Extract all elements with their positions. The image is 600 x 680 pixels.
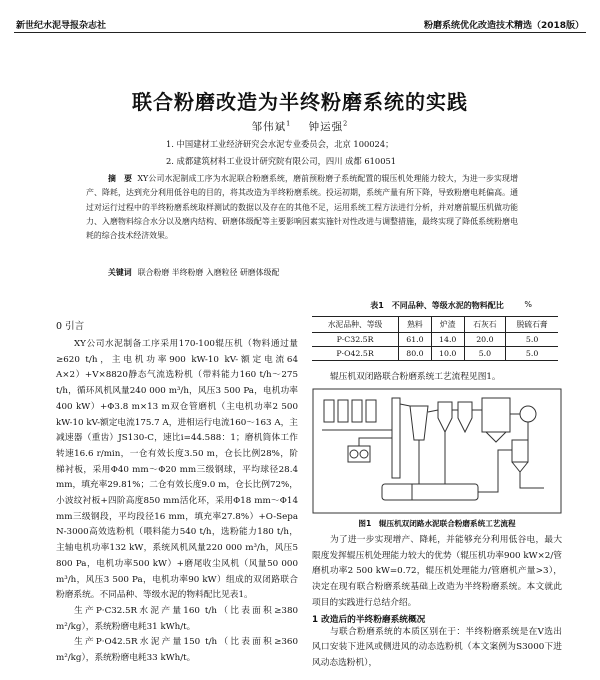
- v-separator: [410, 406, 428, 440]
- duct: [428, 410, 438, 412]
- keywords-text: 联合粉磨 半终粉磨 入磨粒径 研磨体级配: [137, 268, 280, 277]
- table-row: [312, 347, 558, 361]
- retrofit-motivation-paragraph: 为了进一步实现增产、降耗，并能够充分利用低谷电，最大限度发挥辊压机处理能力较大的优势（辊压机功率900 kW×2/管磨机功率2 500 kW=0.72，辊压机处理能力/管磨机产量>3），决定在现有联合粉磨系统基础上改造为半终粉磨系统。本文就此项目的实践进行总结介绍。: [312, 535, 562, 608]
- roller-press-roll: [360, 450, 368, 458]
- table-1-unit: %: [524, 300, 532, 309]
- journal-name: 新世纪水泥导报杂志社: [16, 21, 107, 31]
- author-2: 钟运强: [308, 121, 344, 133]
- roller-press: [348, 446, 370, 462]
- table-cell: 80.0: [399, 347, 432, 361]
- table-cell: 14.0: [431, 333, 464, 347]
- feed-bin: [366, 400, 376, 422]
- section-0-heading: 0 引言: [56, 321, 85, 332]
- intro-paragraph: XY公司水泥制备工序采用170-100辊压机（物料通过量≥620 t/h，主电机功率900 kW-10 kV-额定电流64 A×2）+V×8820静态气流选粉机（带料能力160 t/h～275 t/h，循环风机风量240 000 m³/h，风压3 500 Pa，电机功率400 kW）+Φ3.8 m×13 m双仓管磨机（主电机功率2 500 kW-10 kV-额定电流175.7 A，进相运行电流160～163 A，主减速器（重齿）JS130-C，速比i=44.588：1；磨机筒体工作转速16.6 r/min，一仓有效长度3.50 m，仓长比例28%，阶梯衬板，采用Φ40 mm～Φ20 mm三级钢球，平均球径28.4 mm，填充率29.81%；二仓有效长度9.0 m，仓长比例72%，小波纹衬板+四阶高度850 mm活化环，采用Φ18 mm～Φ14 mm三级钢段，平均段径16 mm，填充率27.8%）+O-Sepa N-3000高效选粉机（喂料能力540 t/h，选粉能力180 t/h，主轴电机功率132 kW，系统风机风量220 000 m³/h，风压5 800 Pa，电机功率500 kW）+磨尾收尘风机（风量50 000 m³/h，风压3 500 Pa，电机功率90 kW）组成的双闭路联合粉磨系统。不同品种、等级水泥的物料配比见表1。: [56, 339, 298, 601]
- system-fan: [520, 406, 536, 422]
- figure-reference: 辊压机双闭路联合粉磨系统工艺流程见图1。: [330, 372, 501, 382]
- table-cell: 61.0: [399, 333, 432, 347]
- table-row: [312, 333, 558, 347]
- process-flow-diagram: [312, 388, 562, 514]
- author-line: [0, 119, 600, 134]
- table-header-cell: 石灰石: [464, 317, 506, 333]
- duct: [359, 438, 392, 446]
- o-sepa-separator: [512, 440, 528, 462]
- table-cell: 5.0: [506, 347, 558, 361]
- abstract: [86, 172, 518, 243]
- author-2-affiliation-mark: 2: [343, 119, 349, 128]
- table-header-row: [312, 317, 558, 333]
- keywords-label: 关键词: [108, 268, 132, 277]
- section-1-heading: 1 改造后的半终粉磨系统概况: [312, 614, 426, 625]
- cyclone: [438, 402, 452, 432]
- o-sepa-hopper: [512, 462, 528, 472]
- table-header-cell: 炉渣: [431, 317, 464, 333]
- abstract-text: XY公司水泥制成工序为水泥联合粉磨系统，磨前预粉磨子系统配置的辊压机处理能力较大，为进一步实现增产、降耗，达到充分利用低谷电的目的，将其改造为半终粉磨系统。投运初期，系统产量有所下降，导致粉磨电耗偏高。通过对运行过程中的半终粉磨系统取样测试的数据以及存在的其他不足，运用系统工程方法进行分析，并对磨前辊压机做功能力、入磨物料综合水分以及磨内结构、研磨体级配等主要影响因素实施针对性改进与调整措施，最终实现了降低系统粉磨电耗的综合技术经济效果。: [86, 174, 518, 241]
- table-header-cell: 水泥品种、等级: [312, 317, 399, 333]
- duct: [520, 472, 544, 488]
- author-1: 邹伟斌: [251, 121, 287, 133]
- material-ratio-table: [312, 316, 558, 361]
- table-cell: P·C32.5R: [312, 333, 399, 347]
- left-column: [56, 318, 298, 667]
- table-1-caption-text: 表1 不同品种、等级水泥的物料配比: [370, 301, 504, 310]
- feed-bin: [324, 400, 334, 422]
- table-cell: 20.0: [464, 333, 506, 347]
- abstract-label: 摘 要: [108, 174, 133, 183]
- duct: [400, 404, 410, 406]
- system-overview-paragraph: 与联合粉磨系统的本质区别在于：半终粉磨系统是在V选出风口安装下进风或侧进风的动态选粉机（本文案例为S3000下进风动态选粉机），: [312, 626, 562, 668]
- table-1-caption: [312, 300, 562, 311]
- duct: [478, 450, 512, 492]
- feed-bin: [338, 400, 348, 422]
- figure-1-caption: 图1 辊压机双闭路水泥联合粉磨系统工艺流程: [358, 519, 516, 528]
- cyclone: [458, 402, 472, 432]
- bag-filter: [482, 398, 510, 432]
- table-cell: 5.0: [464, 347, 506, 361]
- author-1-affiliation-mark: 1: [286, 119, 292, 128]
- roller-press-roll: [350, 450, 358, 458]
- feed-bin: [352, 400, 362, 422]
- process-flow-figure: [312, 388, 562, 514]
- bucket-elevator: [392, 398, 400, 478]
- table-header-cell: 熟料: [399, 317, 432, 333]
- keywords: [108, 267, 528, 278]
- po425-output-paragraph: 生产P·O42.5R水泥产量150 t/h（比表面积≥360 m²/kg），系统粉磨电耗33 kWh/t。: [56, 637, 298, 664]
- table-cell: P·O42.5R: [312, 347, 399, 361]
- ball-mill: [382, 484, 478, 500]
- bag-filter-hopper: [486, 432, 506, 442]
- paper-title: 联合粉磨改造为半终粉磨系统的实践: [132, 90, 468, 114]
- pc325-output-paragraph: 生产P·C32.5R水泥产量160 t/h（比表面积≥380 m²/kg），系统粉磨电耗31 kWh/t。: [56, 605, 298, 632]
- table-cell: 5.0: [506, 333, 558, 347]
- table-header-cell: 脱硫石膏: [506, 317, 558, 333]
- running-header: [14, 10, 586, 33]
- right-column: [312, 300, 562, 672]
- affiliation-1: 1. 中国建材工业经济研究会水泥专业委员会，北京 100024；: [166, 139, 394, 149]
- affiliation-2: 2. 成都建筑材料工业设计研究院有限公司，四川 成都 610051: [166, 156, 397, 166]
- table-cell: 10.0: [431, 347, 464, 361]
- collection-name: 粉磨系统优化改造技术精选（2018版）: [423, 21, 584, 31]
